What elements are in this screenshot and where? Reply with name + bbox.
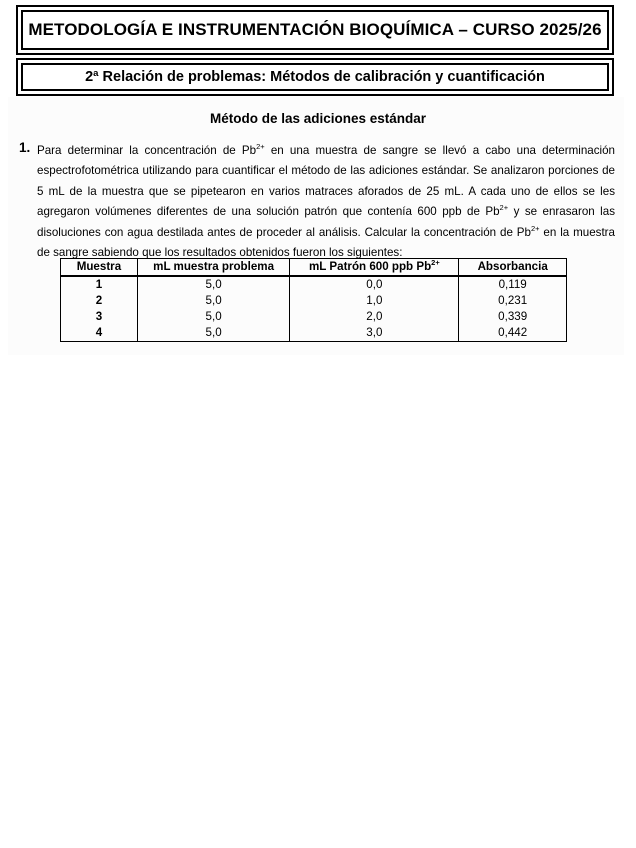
superscript-charge: 2+ — [530, 223, 540, 233]
cell-muestra: 2 — [61, 293, 138, 309]
header-ml-patron-label: mL Patrón 600 ppb Pb — [308, 260, 432, 273]
superscript-charge: 2+ — [431, 258, 440, 267]
problem-text-part: en la muestra de sangre sabiendo que los resultados obtenidos fueron los siguientes: — [37, 225, 615, 260]
cell-absorbancia: 0,119 — [459, 276, 567, 293]
results-table — [60, 258, 567, 342]
cell-muestra: 1 — [61, 276, 138, 293]
problem-text-part: y se enrasaron las disoluciones con agua destilada antes de proceder al análisis. Calcular la concentración de Pb — [37, 205, 615, 239]
cell-muestra: 3 — [61, 309, 138, 325]
table-row — [61, 309, 567, 325]
course-title: METODOLOGÍA E INSTRUMENTACIÓN BIOQUÍMICA – CURSO 2025/26 — [21, 10, 609, 50]
cell-muestra: 4 — [61, 325, 138, 342]
problem-text-part: Para determinar la concentración de Pb — [37, 144, 257, 157]
cell-absorbancia: 0,442 — [459, 325, 567, 342]
cell-ml-muestra: 5,0 — [137, 309, 290, 325]
header-absorbancia: Absorbancia — [459, 259, 567, 277]
problem-text-part: en una muestra de sangre se llevó a cabo una determinación espectrofotométrica utilizando para cuantificar el método de las adiciones estándar. Se analizaron porciones de 5 mL de la muestra que se pipetearon en varios matraces aforados de 25 mL. A cada uno de ellos se les agregaron volúmenes diferentes de una solución patrón que contenía 600 ppb de Pb — [37, 144, 615, 219]
header-ml-patron — [290, 259, 459, 277]
cell-ml-patron: 0,0 — [290, 276, 459, 293]
superscript-charge: 2+ — [256, 142, 265, 151]
course-title-box — [16, 5, 614, 55]
relation-title-box — [16, 58, 614, 96]
cell-ml-patron: 1,0 — [290, 293, 459, 309]
header-ml-muestra: mL muestra problema — [137, 259, 290, 277]
cell-ml-muestra: 5,0 — [137, 276, 290, 293]
table-row — [61, 276, 567, 293]
cell-ml-patron: 3,0 — [290, 325, 459, 342]
header-muestra: Muestra — [61, 259, 138, 277]
table-header-row — [61, 259, 567, 277]
relation-title: 2ª Relación de problemas: Métodos de calibración y cuantificación — [21, 63, 609, 91]
table-row — [61, 325, 567, 342]
section-title: Método de las adiciones estándar — [209, 111, 427, 126]
cell-ml-patron: 2,0 — [290, 309, 459, 325]
cell-absorbancia: 0,231 — [459, 293, 567, 309]
problem-statement — [37, 141, 615, 263]
cell-absorbancia: 0,339 — [459, 309, 567, 325]
table-row — [61, 293, 567, 309]
superscript-charge: 2+ — [499, 203, 509, 213]
cell-ml-muestra: 5,0 — [137, 293, 290, 309]
problem-number: 1. — [19, 140, 31, 155]
cell-ml-muestra: 5,0 — [137, 325, 290, 342]
